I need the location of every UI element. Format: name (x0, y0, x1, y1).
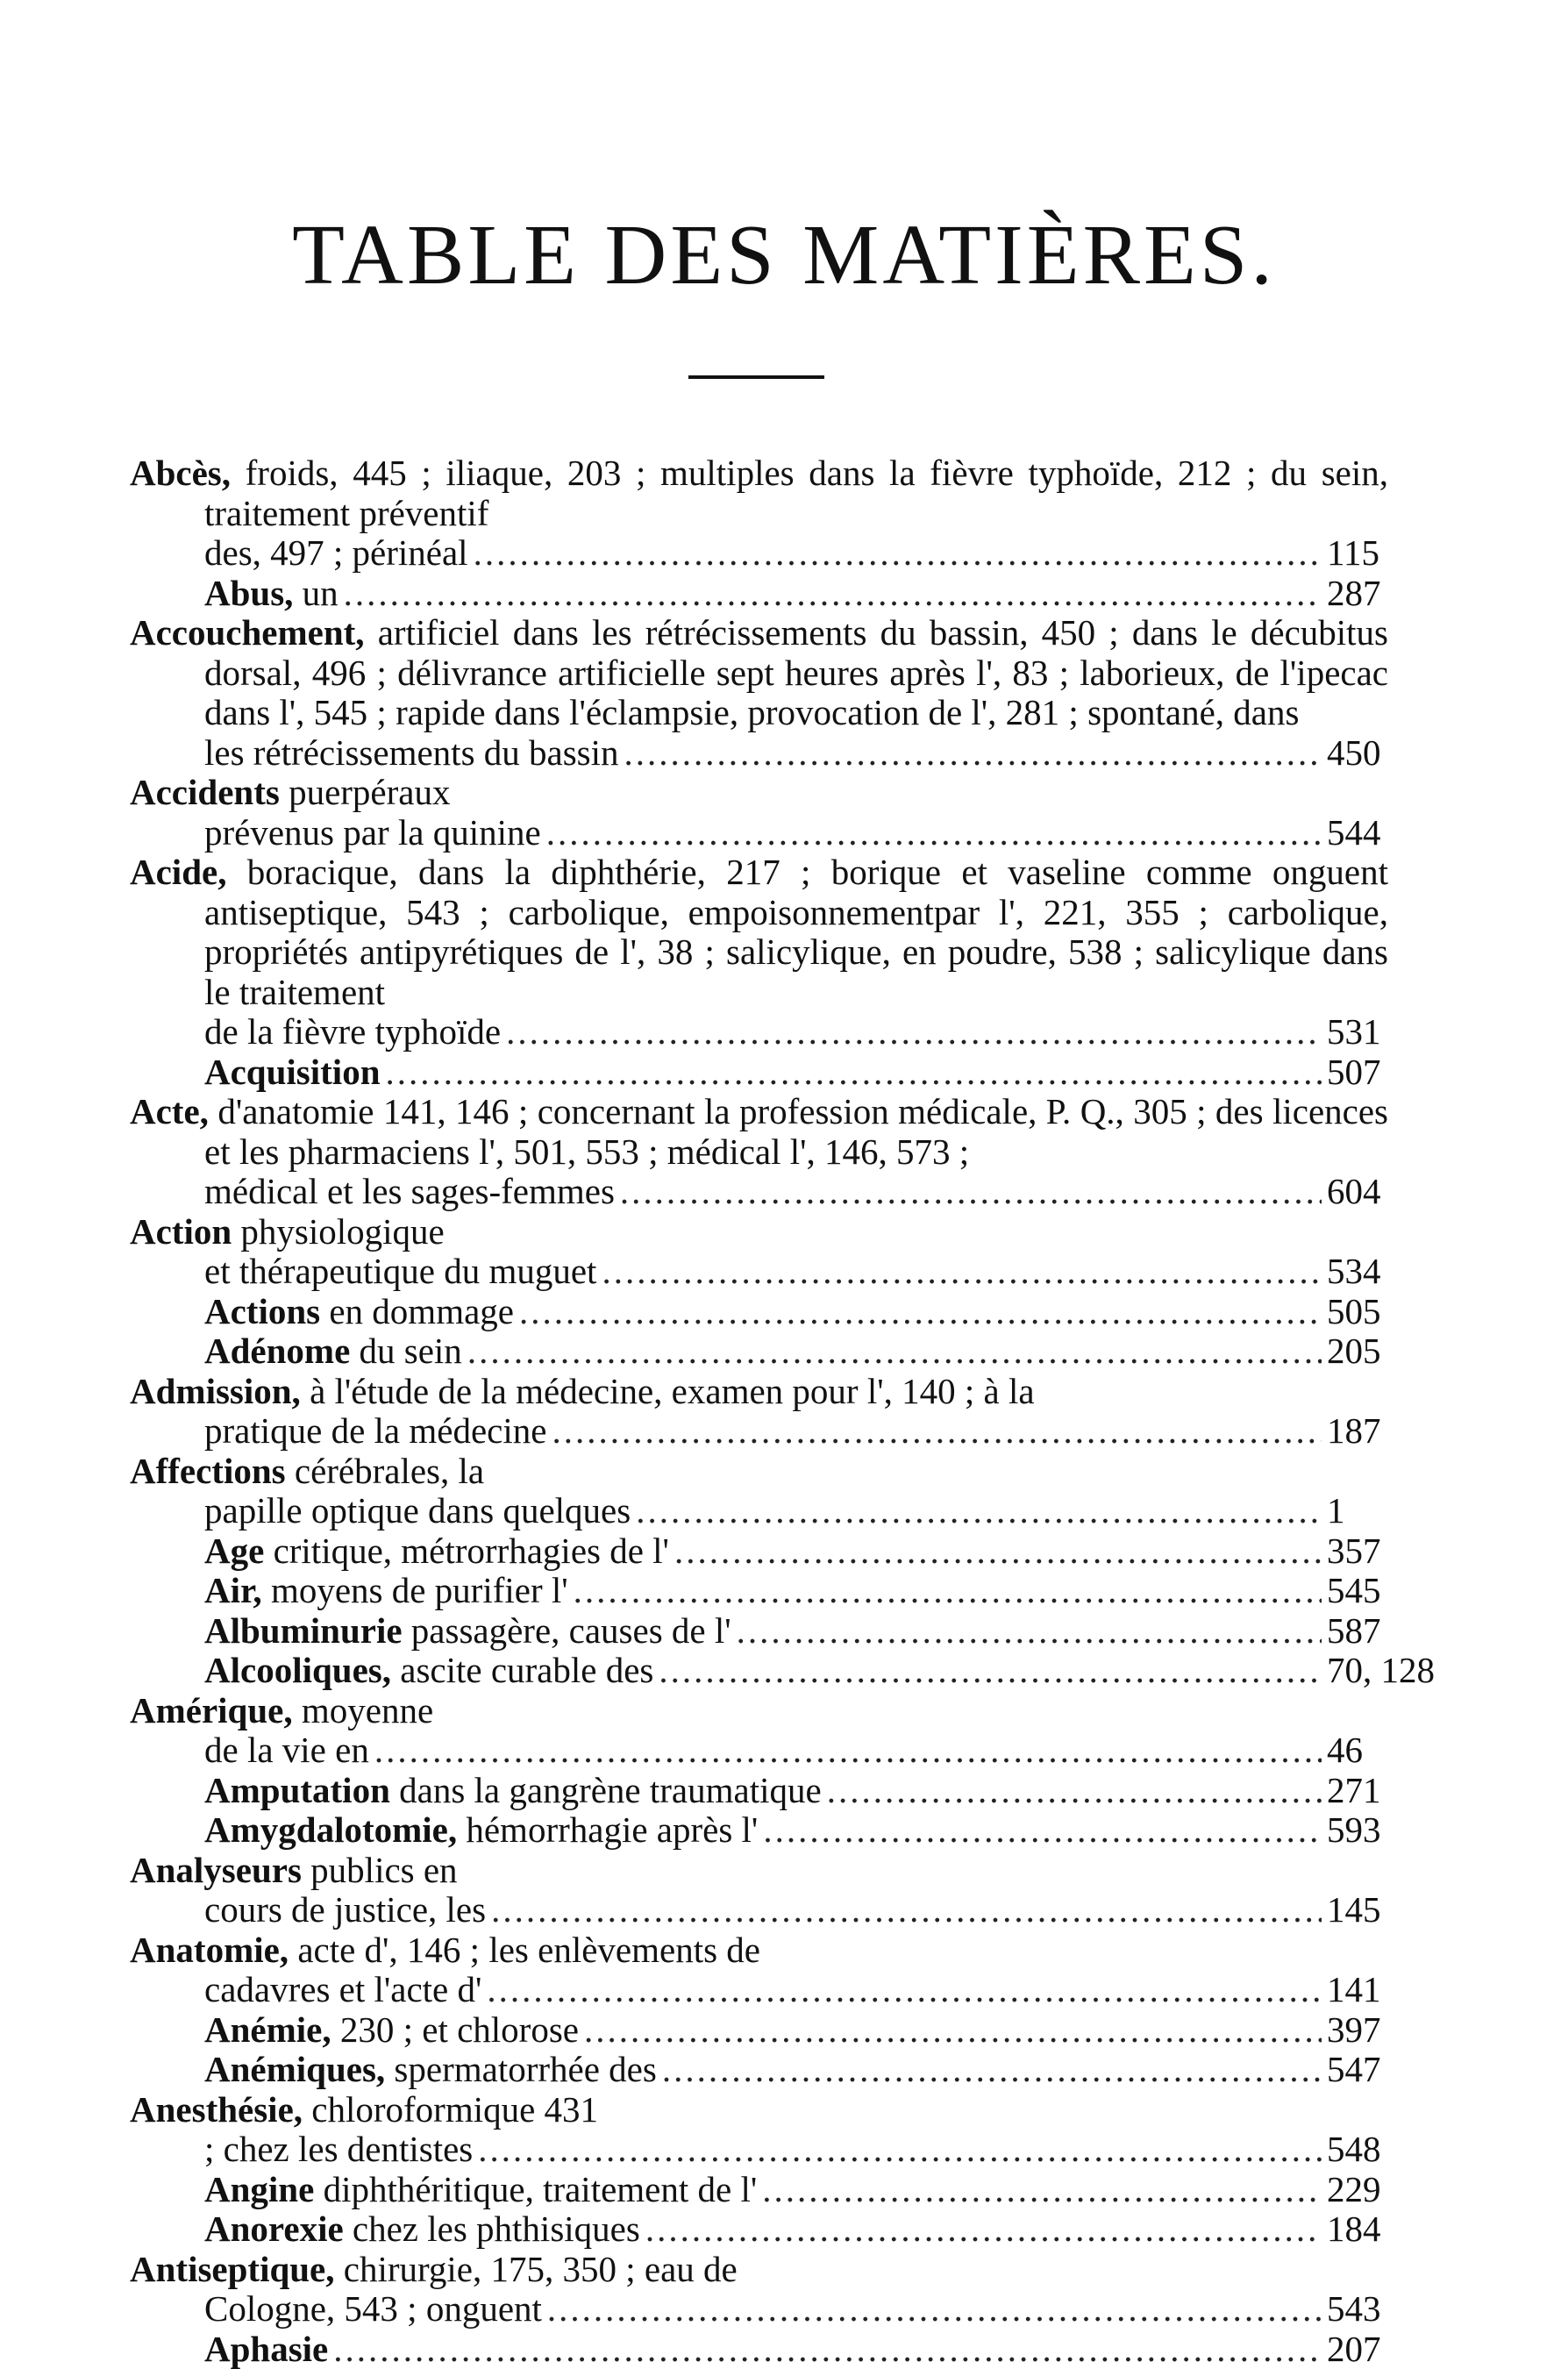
dot-leader (552, 1411, 1322, 1452)
entry-headword: Abcès, (130, 453, 231, 493)
dot-leader (546, 813, 1322, 853)
index-entry (130, 2170, 1388, 2210)
dot-leader (827, 1771, 1322, 1811)
entry-page-number: 205 (1327, 1331, 1388, 1372)
dot-leader (374, 1730, 1322, 1771)
page-title: TABLE DES MATIÈRES. (0, 206, 1568, 304)
dot-leader (636, 1491, 1322, 1531)
entry-text: Adénome du sein (204, 1331, 462, 1372)
entry-page-number: 357 (1327, 1531, 1388, 1572)
entry-text: ; chez les dentistes (204, 2130, 473, 2170)
entry-headword: Air, (204, 1570, 262, 1610)
entry-page-number: 534 (1327, 1252, 1388, 1292)
entry-headword: Albuminurie (204, 1610, 403, 1651)
entry-page-number: 593 (1327, 1810, 1388, 1851)
entry-text-body: à l'étude de la médecine, examen pour l', 140 ; à la (301, 1371, 1035, 1411)
index-entry (130, 453, 1388, 574)
entry-headword: Anémiques, (204, 2049, 385, 2089)
index-entry (130, 1212, 1388, 1292)
entry-page-number: 287 (1327, 574, 1388, 614)
dot-leader (659, 1651, 1322, 1691)
index-entry (130, 2050, 1388, 2090)
dot-leader (645, 2209, 1322, 2250)
index-list (130, 453, 1388, 2369)
entry-page-number: 507 (1327, 1052, 1388, 1093)
entry-text: prévenus par la quinine (204, 813, 541, 853)
dot-leader (763, 1810, 1322, 1851)
entry-headword: Admission, (130, 1371, 301, 1411)
entry-headword: Adénome (204, 1331, 350, 1371)
index-entry (130, 1531, 1388, 1572)
entry-page-number: 397 (1327, 2010, 1388, 2051)
entry-page-number: 70, 128 (1327, 1651, 1388, 1691)
entry-text: de la fièvre typhoïde (204, 1012, 501, 1052)
dot-leader (547, 2289, 1322, 2330)
index-entry (130, 1292, 1388, 1332)
index-entry (130, 1372, 1388, 1452)
entry-text: de la vie en (204, 1730, 369, 1771)
entry-page-number: 141 (1327, 1970, 1388, 2010)
entry-page-number: 545 (1327, 1571, 1388, 1611)
entry-headword: Acte, (130, 1091, 209, 1131)
entry-text (204, 1052, 381, 1093)
dot-leader (333, 2330, 1322, 2369)
dot-leader (506, 1012, 1322, 1052)
dot-leader (602, 1252, 1322, 1292)
entry-text-body: boracique, dans la diphthérie, 217 ; borique et vaseline comme onguent antiseptique, 543 ; carbolique, empoisonnementpar l', 221, 355 ; carbolique, propriétés antipyrétiques de l', 38 ; salicylique, en poudre, 538 ; salicylique dans le traitement (204, 852, 1388, 1012)
entry-text-body: cérébrales, la (286, 1451, 484, 1491)
entry-text (204, 2330, 328, 2369)
entry-headword: Anesthésie, (130, 2089, 303, 2130)
entry-page-number: 271 (1327, 1771, 1388, 1811)
entry-text: Anémie, 230 ; et chlorose (204, 2010, 579, 2051)
entry-page-number: 587 (1327, 1611, 1388, 1652)
entry-text: médical et les sages-femmes (204, 1172, 615, 1212)
entry-page-number: 548 (1327, 2130, 1388, 2170)
entry-page-number: 531 (1327, 1012, 1388, 1052)
index-entry (130, 1810, 1388, 1851)
entry-page-number: 229 (1327, 2170, 1388, 2210)
entry-text: pratique de la médecine (204, 1411, 546, 1452)
index-entry (130, 1571, 1388, 1611)
index-entry (130, 2010, 1388, 2051)
entry-headword: Acquisition (204, 1052, 381, 1092)
index-entry (130, 2250, 1388, 2330)
entry-text-body: chloroformique 431 (303, 2089, 598, 2130)
entry-text: Albuminurie passagère, causes de l' (204, 1611, 731, 1652)
index-entry (130, 1452, 1388, 1531)
entry-page-number: 187 (1327, 1411, 1388, 1452)
dot-leader (474, 533, 1322, 574)
index-entry (130, 1930, 1388, 2010)
entry-text-body: d'anatomie 141, 146 ; concernant la profession médicale, P. Q., 305 ; des licences et les pharmaciens l', 501, 553 ; médical l', 146, 573 ; (204, 1091, 1388, 1172)
page-edge-mark (0, 2282, 53, 2287)
entry-text: les rétrécissements du bassin (204, 733, 619, 774)
entry-text: Anorexie chez les phthisiques (204, 2209, 640, 2250)
entry-headword: Accidents (130, 772, 280, 812)
entry-text: Amygdalotomie, hémorrhagie après l' (204, 1810, 758, 1851)
entry-headword: Alcooliques, (204, 1650, 391, 1690)
dot-leader (487, 1970, 1322, 2010)
dot-leader (344, 574, 1322, 614)
entry-page-number: 1 (1327, 1491, 1388, 1531)
entry-page-number: 207 (1327, 2330, 1388, 2369)
dot-leader (519, 1292, 1322, 1332)
entry-headword: Actions (204, 1291, 320, 1331)
entry-page-number: 544 (1327, 813, 1388, 853)
index-entry (130, 1651, 1388, 1691)
entry-text: Angine diphthéritique, traitement de l' (204, 2170, 757, 2210)
dot-leader (467, 1331, 1322, 1372)
index-entry (130, 1771, 1388, 1811)
entry-text: cours de justice, les (204, 1890, 486, 1930)
index-entry (130, 1092, 1388, 1212)
entry-headword: Anorexie (204, 2208, 344, 2249)
entry-page-number: 543 (1327, 2289, 1388, 2330)
dot-leader (674, 1531, 1322, 1572)
entry-headword: Abus, (204, 573, 293, 613)
index-entry (130, 853, 1388, 1052)
entry-text-body: physiologique (232, 1211, 445, 1252)
entry-text: papille optique dans quelques (204, 1491, 631, 1531)
entry-headword: Accouchement, (130, 612, 365, 653)
entry-text: Cologne, 543 ; onguent (204, 2289, 542, 2330)
entry-text: Alcooliques, ascite curable des (204, 1651, 653, 1691)
dot-leader (584, 2010, 1322, 2051)
entry-headword: Analyseurs (130, 1850, 302, 1890)
entry-headword: Aphasie (204, 2329, 328, 2369)
entry-page-number: 145 (1327, 1890, 1388, 1930)
entry-headword: Amérique, (130, 1690, 293, 1730)
entry-text-body: chirurgie, 175, 350 ; eau de (335, 2249, 738, 2289)
entry-text-body: publics en (302, 1850, 458, 1890)
entry-headword: Amygdalotomie, (204, 1809, 457, 1850)
entry-text-body: moyenne (293, 1690, 434, 1730)
index-entry (130, 613, 1388, 773)
dot-leader (620, 1172, 1322, 1212)
dot-leader (491, 1890, 1322, 1930)
entry-headword: Affections (130, 1451, 286, 1491)
index-entry (130, 2090, 1388, 2170)
index-entry (130, 1851, 1388, 1930)
dot-leader (762, 2170, 1322, 2210)
entry-headword: Anatomie, (130, 1930, 289, 1970)
dot-leader (386, 1052, 1322, 1093)
entry-page-number: 450 (1327, 733, 1388, 774)
index-entry (130, 1331, 1388, 1372)
entry-text-body: froids, 445 ; iliaque, 203 ; multiples dans la fièvre typhoïde, 212 ; du sein, traitement préventif (204, 453, 1388, 533)
entry-headword: Action (130, 1211, 232, 1252)
entry-text: et thérapeutique du muguet (204, 1252, 596, 1292)
entry-headword: Antiseptique, (130, 2249, 335, 2289)
index-entry (130, 1052, 1388, 1093)
entry-text: Age critique, métrorrhagies de l' (204, 1531, 669, 1572)
entry-headword: Age (204, 1531, 264, 1571)
entry-text: Amputation dans la gangrène traumatique (204, 1771, 822, 1811)
entry-page-number: 184 (1327, 2209, 1388, 2250)
index-entry (130, 574, 1388, 614)
dot-leader (478, 2130, 1322, 2170)
index-entry (130, 1611, 1388, 1652)
index-entry (130, 773, 1388, 853)
entry-text-body: acte d', 146 ; les enlèvements de (289, 1930, 760, 1970)
index-entry (130, 1691, 1388, 1771)
title-divider (688, 375, 824, 379)
entry-headword: Angine (204, 2169, 314, 2209)
entry-text: Anémiques, spermatorrhée des (204, 2050, 657, 2090)
index-entry (130, 2209, 1388, 2250)
entry-page-number: 604 (1327, 1172, 1388, 1212)
dot-leader (737, 1611, 1322, 1652)
entry-headword: Acide, (130, 852, 226, 892)
entry-page-number: 505 (1327, 1292, 1388, 1332)
entry-text: des, 497 ; périnéal (204, 533, 468, 574)
entry-text: Abus, un (204, 574, 339, 614)
entry-headword: Amputation (204, 1770, 390, 1810)
entry-page-number: 115 (1327, 533, 1388, 574)
entry-text-body: puerpéraux (280, 772, 451, 812)
entry-headword: Anémie, (204, 2009, 331, 2050)
dot-leader (624, 733, 1322, 774)
index-entry (130, 2330, 1388, 2369)
entry-text: cadavres et l'acte d' (204, 1970, 481, 2010)
dot-leader (662, 2050, 1322, 2090)
dot-leader (574, 1571, 1322, 1611)
entry-text: Actions en dommage (204, 1292, 514, 1332)
entry-page-number: 547 (1327, 2050, 1388, 2090)
entry-text: Air, moyens de purifier l' (204, 1571, 568, 1611)
entry-page-number: 46 (1327, 1730, 1388, 1771)
entry-text-body: artificiel dans les rétrécissements du bassin, 450 ; dans le décubitus dorsal, 496 ; délivrance artificielle sept heures après l', 83 ; laborieux, de l'ipecac dans l', 545 ; rapide dans l'éclampsie, provocation de l', 281 ; spontané, dans (204, 612, 1388, 732)
